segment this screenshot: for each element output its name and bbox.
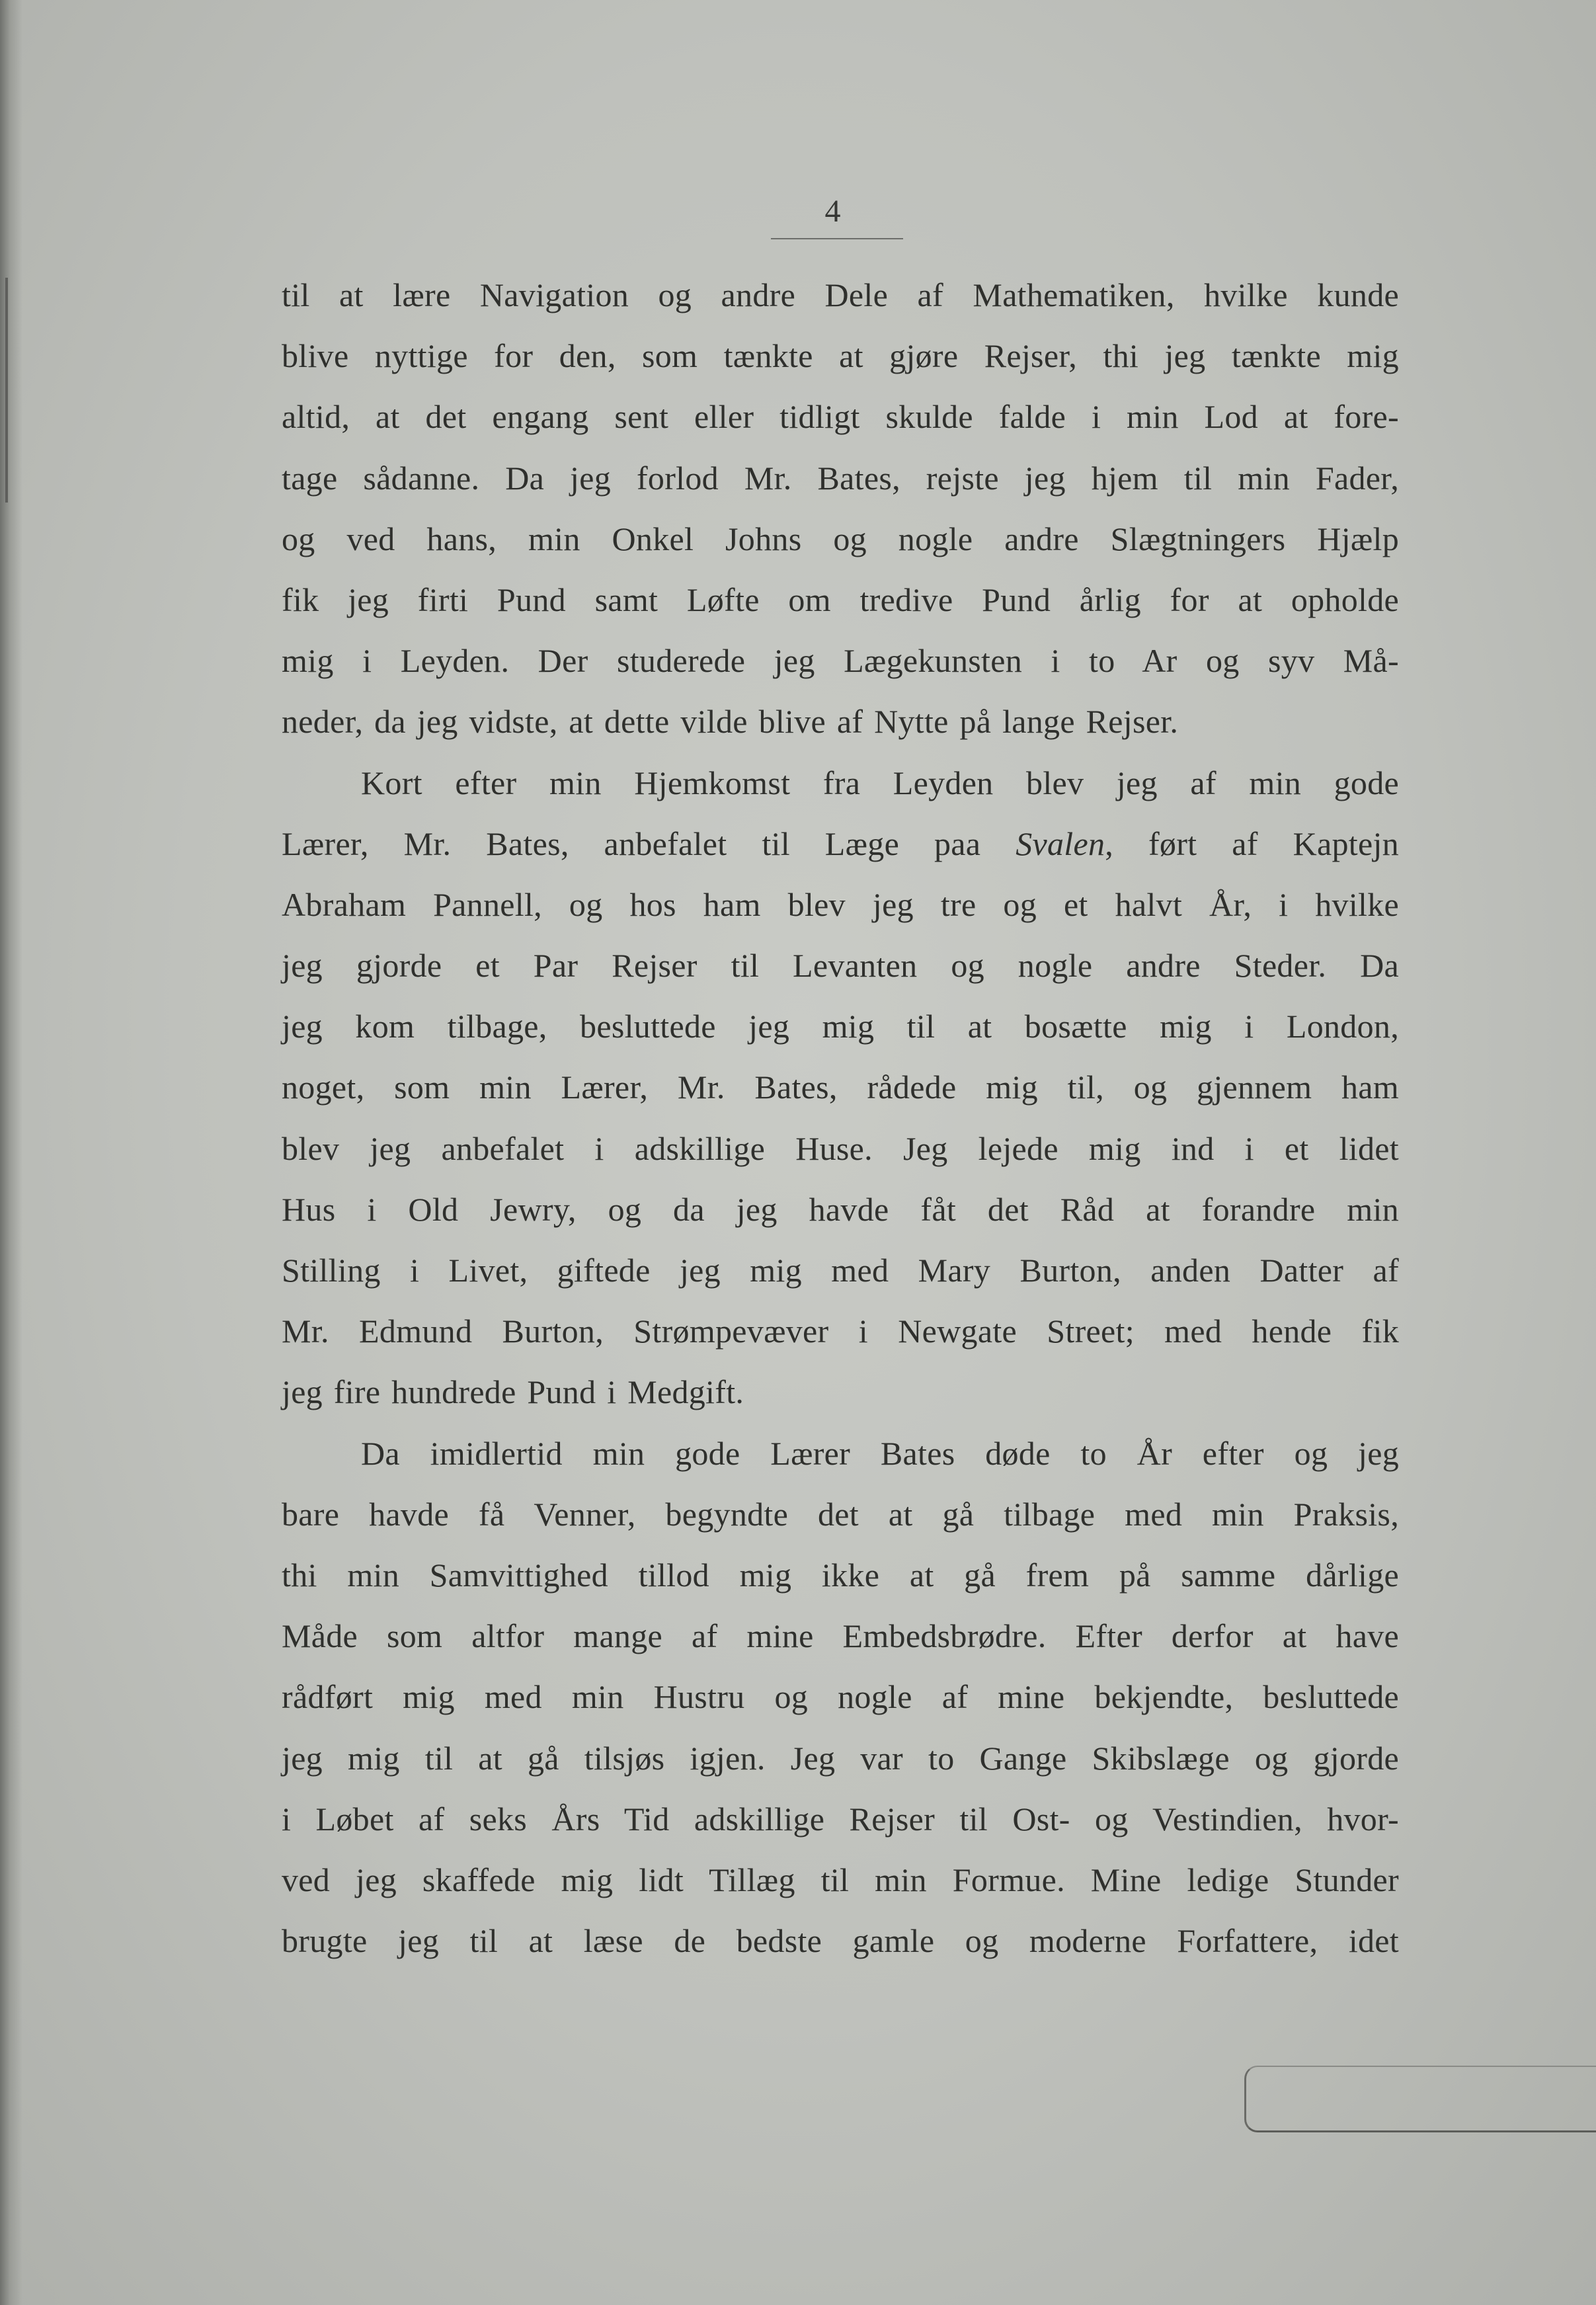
text-line: til at lære Navigation og andre Dele af Mathematiken, hvilke kunde (282, 276, 1399, 313)
text-line: rådført mig med min Hustru og nogle af mine bekjendte, besluttede (282, 1678, 1399, 1716)
text-line: altid, at det engang sent eller tidligt skulde falde i min Lod at fore- (282, 398, 1399, 436)
text-line: jeg kom tilbage, besluttede jeg mig til at bosætte mig i London, (282, 1008, 1399, 1045)
text-line: blive nyttige for den, som tænkte at gjøre Rejser, thi jeg tænkte mig (282, 337, 1399, 375)
text-line: fik jeg firti Pund samt Løfte om tredive Pund årlig for at opholde (282, 581, 1399, 618)
text-line: tage sådanne. Da jeg forlod Mr. Bates, rejste jeg hjem til min Fader, (282, 459, 1399, 497)
binding-mark (5, 278, 8, 503)
page-number: 4 (824, 194, 842, 229)
text-line: i Løbet af seks Års Tid adskillige Rejser til Ost- og Vestindien, hvor- (282, 1800, 1399, 1838)
ship-name: Svalen (1016, 825, 1105, 862)
text-line: Måde som altfor mange af mine Embedsbrødre. Efter derfor at have (282, 1617, 1399, 1655)
text-line: mig i Leyden. Der studerede jeg Lægekunsten i to Ar og syv Må- (282, 642, 1399, 680)
text-line: jeg fire hundrede Pund i Medgift. (282, 1373, 744, 1411)
text-line: Hus i Old Jewry, og da jeg havde fåt det Råd at forandre min (282, 1190, 1399, 1228)
text-line: neder, da jeg vidste, at dette vilde blive af Nytte på lange Rejser. (282, 703, 1179, 741)
text-line: Abraham Pannell, og hos ham blev jeg tre og et halvt År, i hvilke (282, 885, 1399, 923)
text-line: brugte jeg til at læse de bedste gamle og moderne Forfattere, idet (282, 1922, 1399, 1960)
text-line: ved jeg skaffede mig lidt Tillæg til min Formue. Mine ledige Stunder (282, 1861, 1399, 1898)
text-line: bare havde få Venner, begyndte det at gå tilbage med min Praksis, (282, 1495, 1399, 1533)
text-line-with-italic: Lærer, Mr. Bates, anbefalet til Læge paa Svalen, ført af Kaptejn (282, 825, 1399, 862)
text-line: jeg mig til at gå tilsjøs igjen. Jeg var to Gange Skibslæge og gjorde (282, 1739, 1399, 1777)
text-line: blev jeg anbefalet i adskillige Huse. Jeg lejede mig ind i et lidet (282, 1129, 1399, 1167)
text-line: jeg gjorde et Par Rejser til Levanten og nogle andre Steder. Da (282, 947, 1399, 985)
text-line: Da imidlertid min gode Lærer Bates døde to År efter og jeg (361, 1434, 1399, 1472)
text-line: noget, som min Lærer, Mr. Bates, rådede mig til, og gjennem ham (282, 1069, 1399, 1106)
text-line: Mr. Edmund Burton, Strømpevæver i Newgate Street; med hende fik (282, 1313, 1399, 1350)
text-line: og ved hans, min Onkel Johns og nogle andre Slægtningers Hjælp (282, 520, 1399, 557)
header-rule (771, 238, 903, 239)
body-text (282, 264, 1399, 1971)
page-edge-shadow (0, 0, 22, 2305)
corner-frame (1244, 2066, 1596, 2132)
text-line: Kort efter min Hjemkomst fra Leyden blev jeg af min gode (361, 764, 1399, 801)
text-line: Stilling i Livet, giftede jeg mig med Mary Burton, anden Datter af (282, 1252, 1399, 1289)
text-line: thi min Samvittighed tillod mig ikke at gå frem på samme dårlige (282, 1556, 1399, 1594)
